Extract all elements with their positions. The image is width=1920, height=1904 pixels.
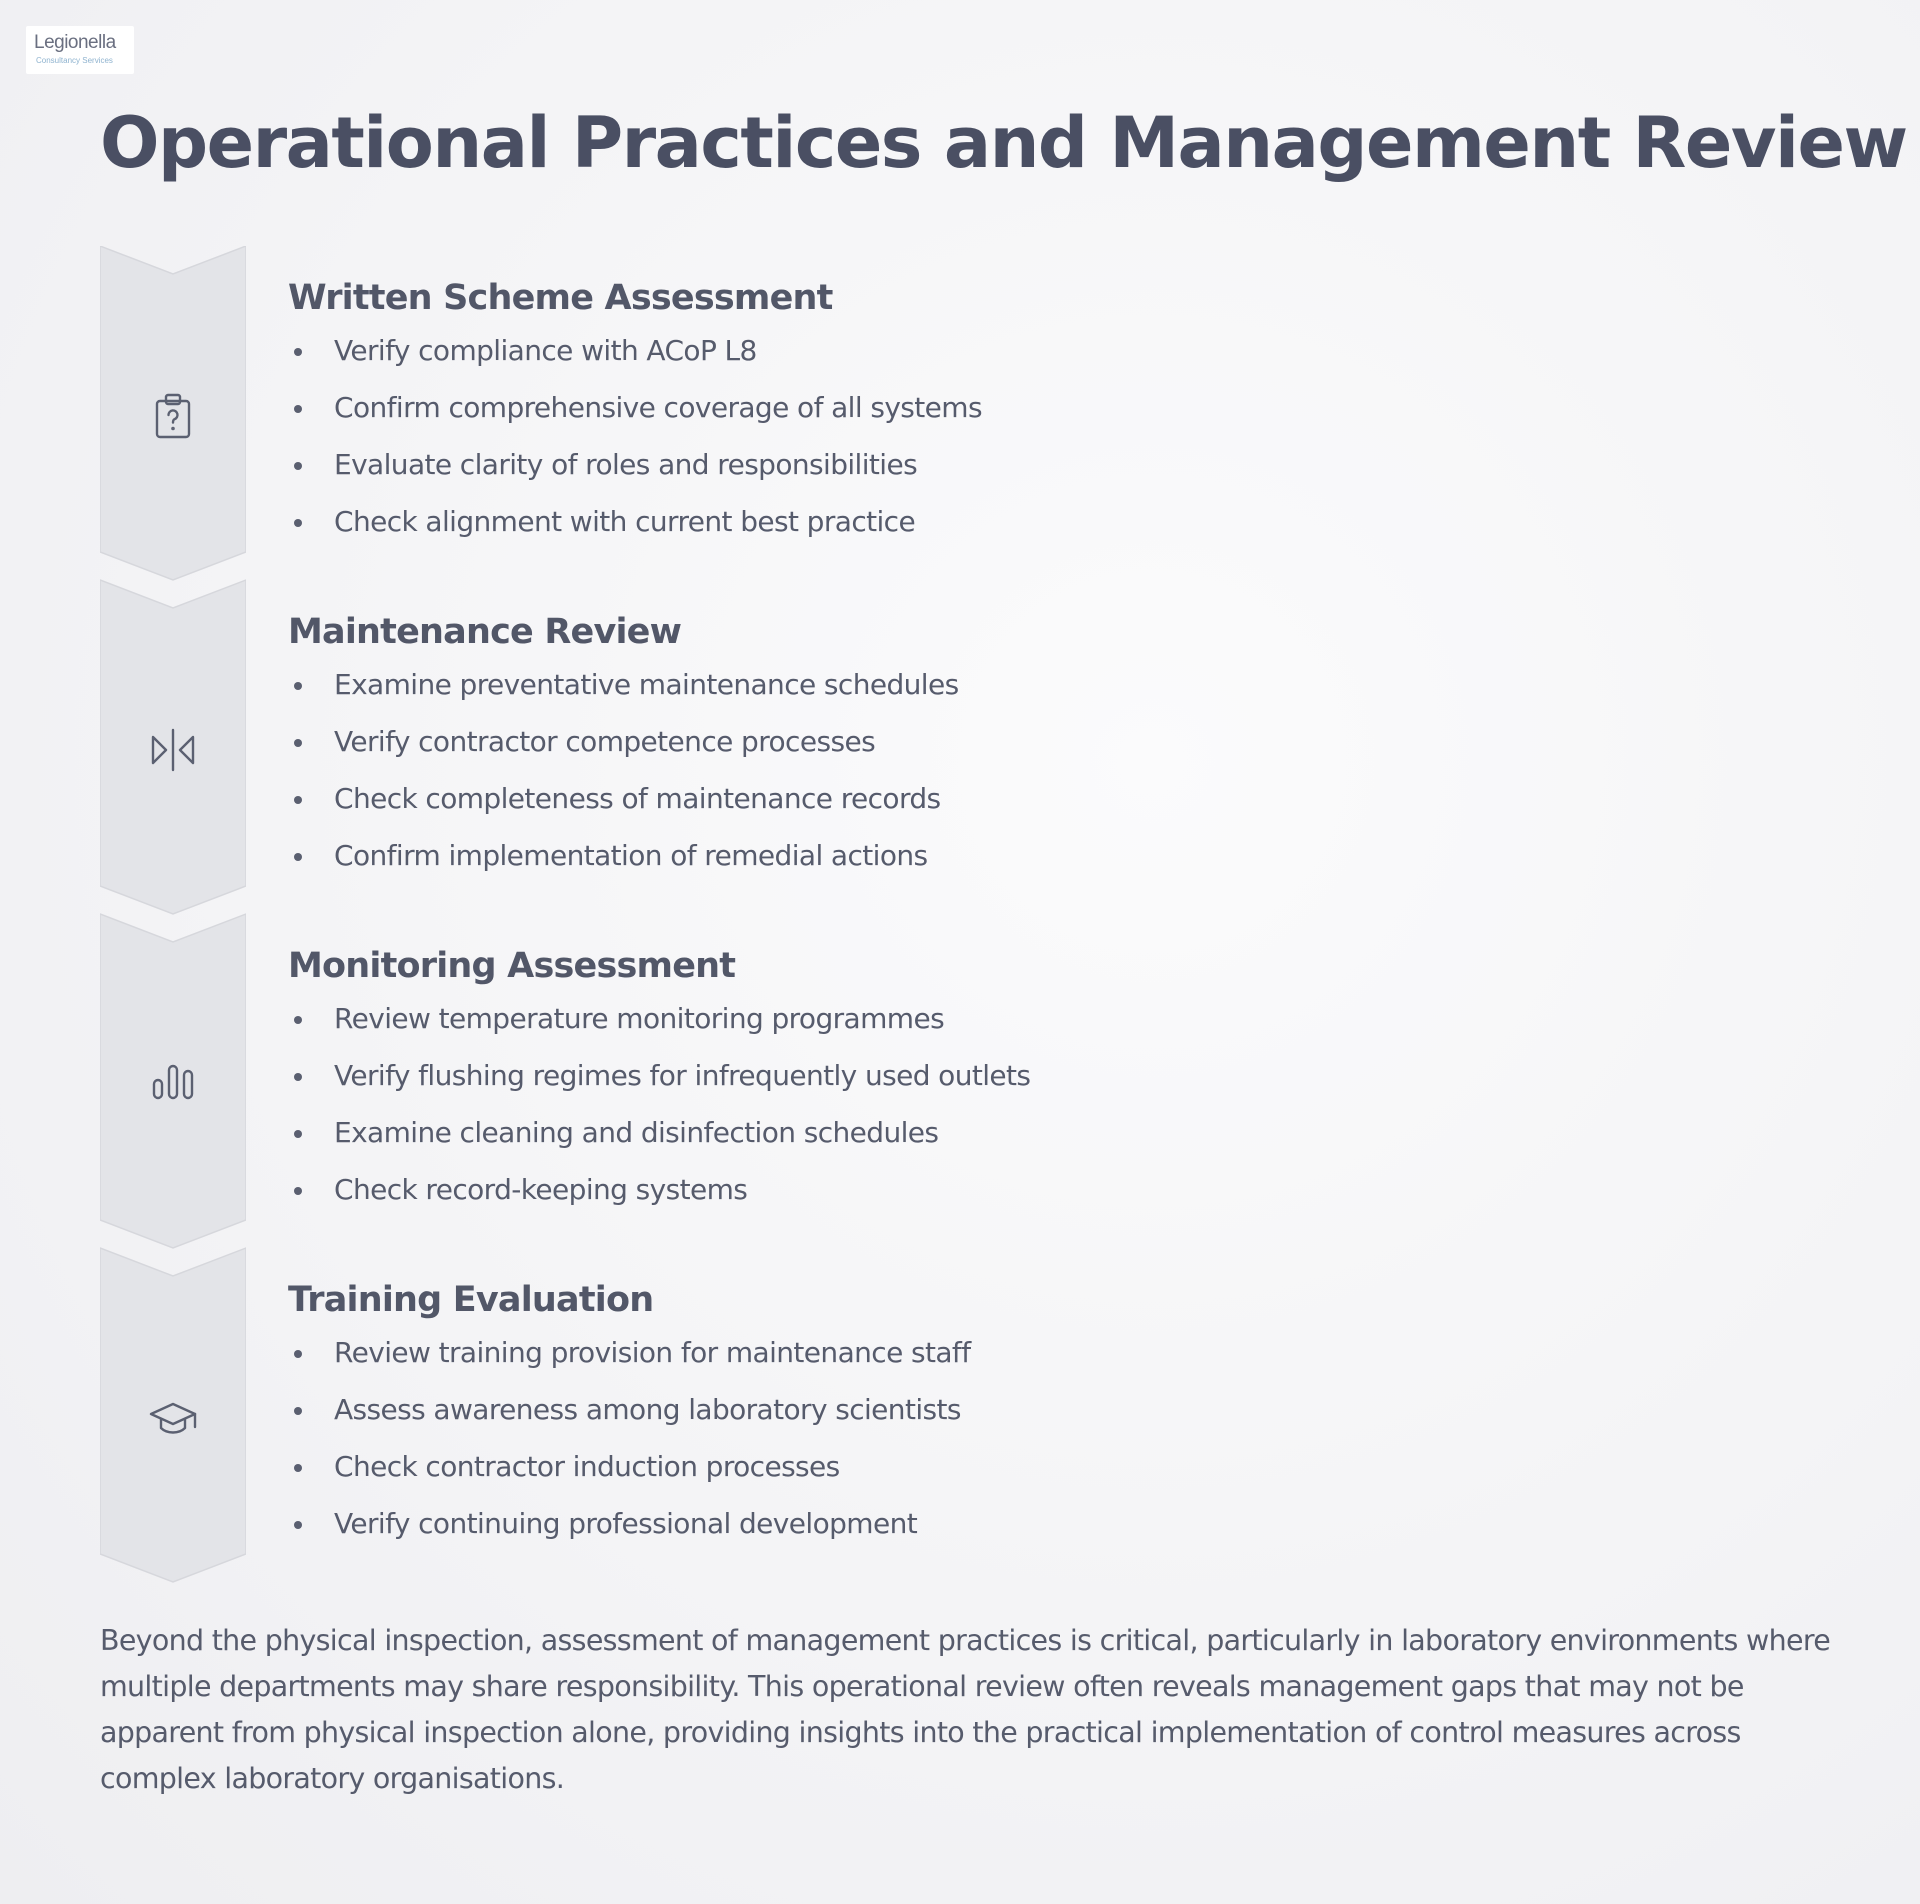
list-item: Check alignment with current best practice	[288, 504, 1848, 561]
bullet-list	[288, 1001, 1848, 1229]
step-title: Maintenance Review	[288, 612, 682, 652]
step-title: Monitoring Assessment	[288, 946, 736, 986]
list-item: Verify compliance with ACoP L8	[288, 333, 1848, 390]
step-title: Written Scheme Assessment	[288, 278, 833, 318]
process-step-3	[100, 914, 246, 1248]
chevron-shape	[100, 1248, 246, 1582]
list-item: Verify continuing professional development	[288, 1506, 1848, 1563]
step-monitoring-assessment	[288, 944, 1848, 1229]
chevron-shape	[100, 246, 246, 580]
list-item: Confirm implementation of remedial actions	[288, 838, 1848, 895]
list-item: Verify flushing regimes for infrequently used outlets	[288, 1058, 1848, 1115]
bullet-list	[288, 667, 1848, 895]
step-training-evaluation	[288, 1278, 1848, 1563]
step-maintenance-review	[288, 610, 1848, 895]
company-logo	[26, 26, 134, 74]
process-chevrons	[100, 246, 246, 1588]
list-item: Confirm comprehensive coverage of all systems	[288, 390, 1848, 447]
list-item: Review training provision for maintenance staff	[288, 1335, 1848, 1392]
list-item: Check completeness of maintenance records	[288, 781, 1848, 838]
list-item: Check record-keeping systems	[288, 1172, 1848, 1229]
chevron-shape	[100, 914, 246, 1248]
page-title: Operational Practices and Management Review	[100, 102, 1907, 184]
step-written-scheme-assessment	[288, 276, 1848, 561]
list-item: Evaluate clarity of roles and responsibilities	[288, 447, 1848, 504]
logo-tagline: Consultancy Services	[36, 56, 113, 65]
process-step-1	[100, 246, 246, 580]
bullet-list	[288, 1335, 1848, 1563]
list-item: Verify contractor competence processes	[288, 724, 1848, 781]
summary-paragraph: Beyond the physical inspection, assessment of management practices is critical, particularly in laboratory environments where multiple departments may share responsibility. This operational review often reveals management gaps that may not be apparent from physical inspection alone, providing insights into the practical implementation of control measures across complex laboratory organisations.	[100, 1624, 1831, 1795]
logo-name: Legionella	[34, 32, 116, 53]
process-step-4	[100, 1248, 246, 1582]
list-item: Examine preventative maintenance schedules	[288, 667, 1848, 724]
process-step-2	[100, 580, 246, 914]
list-item: Review temperature monitoring programmes	[288, 1001, 1848, 1058]
list-item: Examine cleaning and disinfection schedules	[288, 1115, 1848, 1172]
step-title: Training Evaluation	[288, 1280, 654, 1320]
list-item: Check contractor induction processes	[288, 1449, 1848, 1506]
bullet-list	[288, 333, 1848, 561]
list-item: Assess awareness among laboratory scientists	[288, 1392, 1848, 1449]
